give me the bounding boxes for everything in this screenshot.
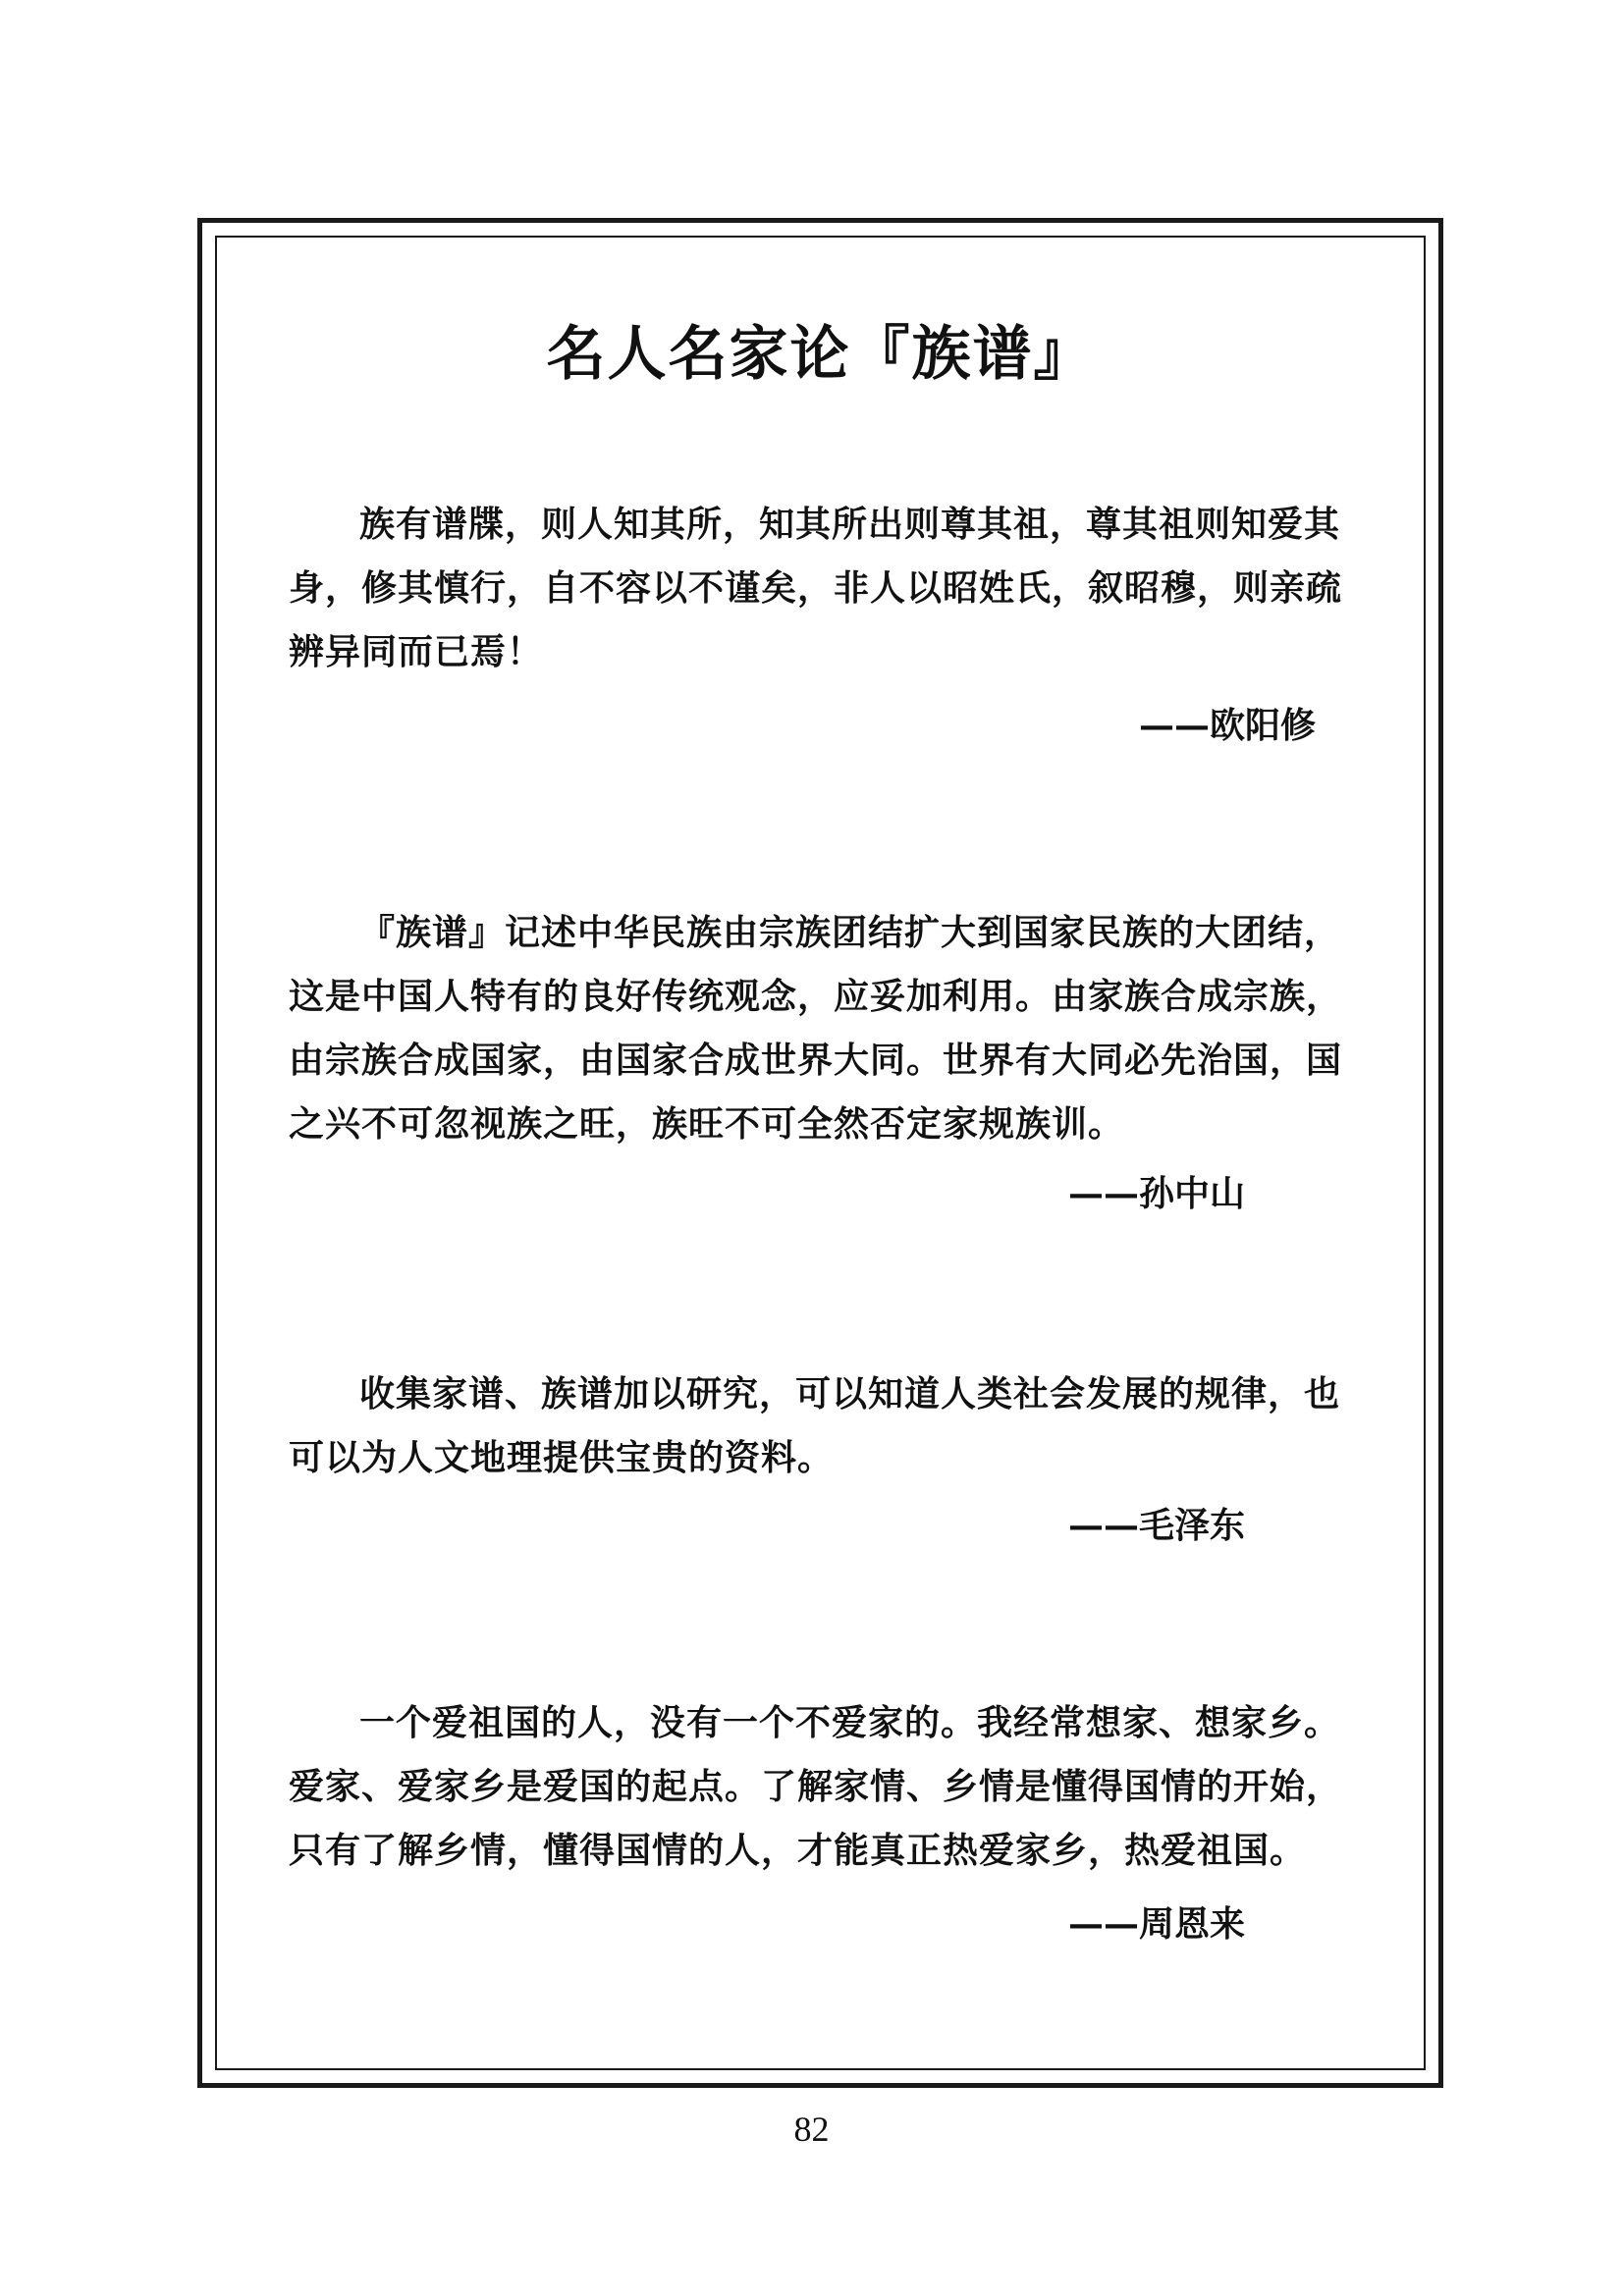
page-title: 名人名家论『族谱』: [546, 320, 1095, 389]
page-number: 82: [793, 2109, 830, 2149]
quote-text-zhou-enlai: 一个爱祖国的人，没有一个不爱家的。我经常想家、想家乡。爱家、爱家乡是爱国的起点。了解家情、乡情是懂得国情的开始，只有了解乡情，懂得国情的人，才能真正热爱家乡，热爱祖国。: [289, 1702, 1343, 1871]
quote-author-zhou-enlai: ——周恩来: [1068, 1903, 1246, 1945]
quote-author-mao-zedong: ——毛泽东: [1068, 1505, 1246, 1546]
quote-text-sun-zhongshan: 『族谱』记述中华民族由宗族团结扩大到国家民族的大团结，这是中国人特有的良好传统观念，应妥加利用。由家族合成宗族，由宗族合成国家，由国家合成世界大同。世界有大同必先治国，国之兴不可忽视族之旺，族旺不可全然否定家规族训。: [289, 912, 1343, 1145]
quote-text-ouyang-xiu: 族有谱牒，则人知其所，知其所出则尊其祖，尊其祖则知爱其身，修其慎行，自不容以不谨矣，非人以昭姓氏，叙昭穆，则亲疏辨异同而已焉！: [289, 504, 1343, 672]
quote-text-mao-zedong: 收集家谱、族谱加以研究，可以知道人类社会发展的规律，也可以为人文地理提供宝贵的资料。: [289, 1373, 1341, 1478]
quote-author-sun-zhongshan: ——孙中山: [1068, 1173, 1246, 1214]
quote-author-ouyang-xiu: ——欧阳修: [1139, 705, 1317, 746]
